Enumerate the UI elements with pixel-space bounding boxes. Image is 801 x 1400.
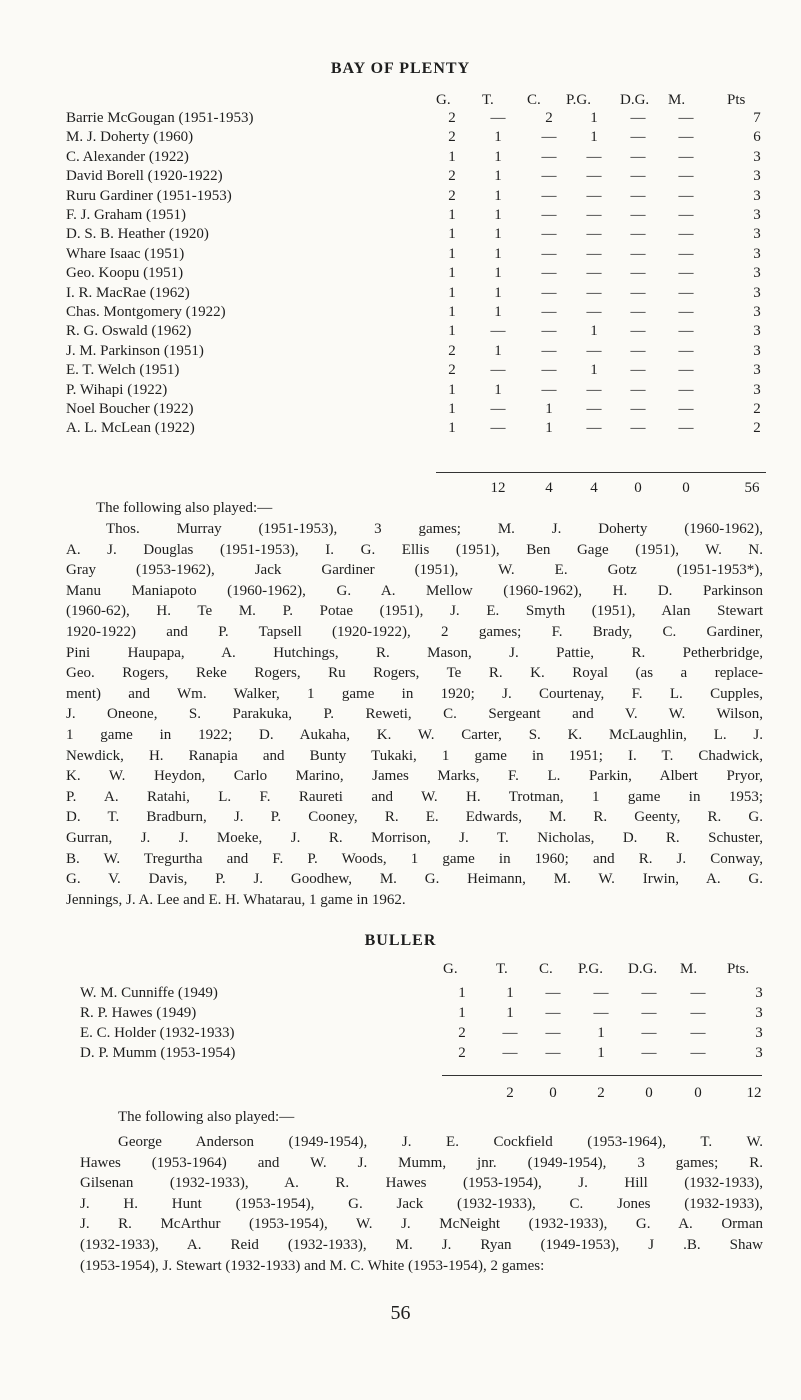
header-penalty-goals: P.G. — [566, 92, 592, 108]
cell-marks: — — [690, 1005, 706, 1021]
cell-games: 1 — [448, 207, 456, 223]
cell-games: 2 — [448, 110, 456, 126]
player-name: Geo. Koopu (1951) — [66, 265, 184, 282]
cell-points: 3 — [753, 226, 761, 243]
cell-conversions: — — [541, 342, 557, 359]
cell-drop-goals: — — [630, 207, 646, 223]
header-tries: T. — [496, 961, 508, 977]
total-drop-goals: 0 — [645, 1085, 653, 1101]
table-row — [0, 226, 801, 246]
cell-games: 1 — [448, 284, 456, 301]
cell-conversions: — — [541, 265, 557, 282]
header-points: Pts. — [727, 961, 750, 977]
cell-marks: — — [678, 265, 694, 282]
cell-marks: — — [678, 304, 694, 320]
cell-penalty-goals: 1 — [597, 1025, 605, 1041]
table-row — [0, 382, 801, 402]
paragraph-line: Manu Maniapoto (1960-1962), G. A. Mellow (1960-1962), H. D. Parkinson — [66, 582, 763, 599]
paragraph-line: 1920-1922) and P. Tapsell (1920-1922), 2 games; F. Brady, C. Gardiner, — [66, 623, 763, 640]
total-conversions: 4 — [545, 480, 553, 496]
cell-points: 3 — [753, 168, 761, 185]
cell-points: 3 — [753, 265, 761, 282]
cell-penalty-goals: 1 — [590, 323, 598, 340]
cell-marks: — — [678, 148, 694, 165]
table-row — [0, 362, 801, 382]
cell-games: 2 — [448, 129, 456, 146]
cell-games: 1 — [448, 304, 456, 320]
table-row — [0, 1045, 801, 1065]
cell-tries: 1 — [494, 226, 502, 243]
player-name: A. L. McLean (1922) — [66, 420, 195, 437]
table-row — [0, 323, 801, 343]
player-name: Whare Isaac (1951) — [66, 245, 185, 262]
paragraph-line: G. V. Davis, P. J. Goodhew, M. G. Heimann, M. W. Irwin, A. G. — [66, 871, 763, 888]
table-row — [0, 304, 801, 324]
cell-conversions: — — [541, 284, 557, 301]
cell-penalty-goals: 1 — [597, 1045, 605, 1061]
cell-points: 7 — [753, 110, 761, 126]
cell-games: 1 — [448, 148, 456, 165]
cell-marks: — — [678, 226, 694, 243]
cell-tries: 1 — [494, 168, 502, 185]
header-drop-goals: D.G. — [620, 92, 650, 108]
cell-drop-goals: — — [630, 265, 646, 282]
cell-drop-goals: — — [630, 129, 646, 146]
header-penalty-goals: P.G. — [578, 961, 604, 977]
total-tries: 12 — [490, 480, 506, 496]
cell-points: 3 — [753, 323, 761, 340]
section-title-buller: BULLER — [364, 932, 437, 949]
paragraph-line: P. A. Ratahi, L. F. Raureti and W. H. Trotman, 1 game in 1953; — [66, 788, 763, 805]
cell-penalty-goals: 1 — [590, 110, 598, 126]
player-name: D. P. Mumm (1953-1954) — [80, 1045, 236, 1061]
cell-conversions: — — [545, 1025, 561, 1041]
cell-tries: — — [490, 362, 506, 379]
cell-marks: — — [678, 110, 694, 126]
paragraph-line: Pini Haupapa, A. Hutchings, R. Mason, J. Pattie, R. Petherbridge, — [66, 644, 763, 661]
cell-points: 3 — [755, 1045, 763, 1061]
player-name: D. S. B. Heather (1920) — [66, 226, 209, 243]
cell-drop-goals: — — [630, 420, 646, 437]
table-row — [0, 168, 801, 188]
cell-points: 3 — [755, 985, 763, 1001]
cell-drop-goals: — — [630, 168, 646, 185]
buller-total-rule — [442, 1075, 762, 1076]
cell-drop-goals: — — [630, 304, 646, 320]
table-row — [0, 285, 801, 305]
cell-points: 3 — [753, 187, 761, 204]
table-row — [0, 401, 801, 421]
cell-tries: 1 — [506, 985, 514, 1001]
paragraph-line: K. W. Heydon, Carlo Marino, James Marks, F. L. Parkin, Albert Pryor, — [66, 768, 763, 785]
cell-games: 1 — [448, 401, 456, 417]
buller-also-played-heading: The following also played:— — [118, 1109, 295, 1125]
cell-marks: — — [678, 187, 694, 204]
cell-points: 3 — [753, 304, 761, 320]
cell-penalty-goals: 1 — [590, 129, 598, 146]
header-tries: T. — [482, 92, 494, 108]
header-games: G. — [436, 92, 451, 108]
player-name: E. C. Holder (1932-1933) — [80, 1025, 235, 1041]
header-drop-goals: D.G. — [628, 961, 658, 977]
cell-conversions: — — [541, 381, 557, 398]
cell-drop-goals: — — [630, 226, 646, 243]
cell-conversions: 1 — [545, 401, 553, 417]
header-marks: M. — [668, 92, 686, 108]
player-name: J. M. Parkinson (1951) — [66, 342, 204, 359]
cell-games: 2 — [458, 1045, 466, 1061]
cell-drop-goals: — — [630, 284, 646, 301]
cell-marks: — — [690, 1025, 706, 1041]
cell-tries: 1 — [494, 342, 502, 359]
paragraph-line: 1 game in 1922; D. Aukaha, K. W. Carter, S. K. McLaughlin, L. J. — [66, 726, 763, 743]
paragraph-line: Thos. Murray (1951-1953), 3 games; M. J. Doherty (1960-1962), — [106, 521, 763, 537]
header-marks: M. — [680, 961, 698, 977]
player-name: M. J. Doherty (1960) — [66, 129, 194, 146]
table-row — [0, 149, 801, 169]
cell-tries: 1 — [506, 1005, 514, 1021]
cell-tries: 1 — [494, 129, 502, 146]
cell-marks: — — [690, 985, 706, 1001]
table-row — [0, 129, 801, 149]
cell-drop-goals: — — [630, 401, 646, 417]
cell-penalty-goals: — — [593, 985, 609, 1001]
total-penalty-goals: 2 — [597, 1085, 605, 1101]
cell-games: 1 — [458, 1005, 466, 1021]
cell-games: 1 — [458, 985, 466, 1001]
paragraph-line: J. H. Hunt (1953-1954), G. Jack (1932-1933), C. Jones (1932-1933), — [80, 1195, 763, 1212]
cell-points: 3 — [755, 1025, 763, 1041]
paragraph-line: (1953-1954), J. Stewart (1932-1933) and M. C. White (1953-1954), 2 games: — [80, 1257, 545, 1274]
cell-penalty-goals: — — [586, 265, 602, 282]
bop-also-played-heading: The following also played:— — [96, 500, 273, 516]
bop-total-rule — [436, 472, 766, 473]
cell-conversions: — — [541, 226, 557, 243]
paragraph-line: Gray (1953-1962), Jack Gardiner (1951), W. E. Gotz (1951-1953*), — [66, 562, 763, 579]
cell-games: 2 — [448, 342, 456, 359]
cell-drop-goals: — — [630, 323, 646, 340]
cell-tries: 1 — [494, 381, 502, 398]
cell-conversions: — — [541, 323, 557, 340]
cell-conversions: — — [541, 129, 557, 146]
bop-totals-row — [0, 480, 801, 500]
cell-tries: 1 — [494, 284, 502, 301]
cell-points: 2 — [753, 401, 761, 417]
total-marks: 0 — [694, 1085, 702, 1101]
header-conversions: C. — [527, 92, 541, 108]
cell-tries: — — [490, 420, 506, 437]
cell-tries: — — [502, 1025, 518, 1041]
cell-games: 1 — [448, 265, 456, 282]
cell-conversions: — — [541, 304, 557, 320]
cell-conversions: — — [545, 985, 561, 1001]
paragraph-line: Geo. Rogers, Reke Rogers, Ru Rogers, Te R. K. Royal (as a replace- — [66, 665, 763, 682]
paragraph-line: Gilsenan (1932-1933), A. R. Hawes (1953-1954), J. Hill (1932-1933), — [80, 1175, 763, 1192]
table-row — [0, 1005, 801, 1025]
cell-drop-goals: — — [630, 362, 646, 379]
cell-points: 2 — [753, 420, 761, 437]
paragraph-line: Hawes (1953-1964) and W. J. Mumm, jnr. (1949-1954), 3 games; R. — [80, 1154, 763, 1171]
cell-tries: — — [502, 1045, 518, 1061]
cell-marks: — — [678, 129, 694, 146]
cell-games: 2 — [448, 168, 456, 185]
cell-drop-goals: — — [630, 187, 646, 204]
cell-drop-goals: — — [630, 381, 646, 398]
page-number: 56 — [390, 1302, 411, 1324]
paragraph-line: Gurran, J. J. Moeke, J. R. Morrison, J. T. Nicholas, D. R. Schuster, — [66, 829, 763, 846]
cell-points: 3 — [755, 1005, 763, 1021]
paragraph-line: George Anderson (1949-1954), J. E. Cockfield (1953-1964), T. W. — [118, 1134, 763, 1150]
paragraph-line: A. J. Douglas (1951-1953), I. G. Ellis (1951), Ben Gage (1951), W. N. — [66, 541, 763, 558]
total-points: 12 — [746, 1085, 762, 1101]
cell-points: 3 — [753, 148, 761, 165]
cell-conversions: 2 — [545, 110, 553, 126]
cell-tries: 1 — [494, 265, 502, 282]
cell-penalty-goals: — — [586, 207, 602, 223]
cell-penalty-goals: — — [586, 401, 602, 417]
cell-conversions: 1 — [545, 420, 553, 437]
player-name: David Borell (1920-1922) — [66, 168, 223, 185]
cell-penalty-goals: — — [586, 245, 602, 262]
player-name: C. Alexander (1922) — [66, 148, 189, 165]
player-name: F. J. Graham (1951) — [66, 207, 187, 223]
cell-games: 1 — [448, 245, 456, 262]
paragraph-line: (1932-1933), A. Reid (1932-1933), M. J. Ryan (1949-1953), J .B. Shaw — [80, 1236, 763, 1253]
cell-marks: — — [678, 342, 694, 359]
header-points: Pts — [727, 92, 746, 108]
bop-also-played-text — [66, 519, 763, 910]
cell-conversions: — — [541, 168, 557, 185]
cell-points: 3 — [753, 362, 761, 379]
player-name: P. Wihapi (1922) — [66, 381, 168, 398]
paragraph-line: D. T. Bradburn, J. P. Cooney, R. E. Edwards, M. R. Geenty, R. G. — [66, 809, 763, 826]
total-points: 56 — [744, 480, 760, 496]
player-name: Ruru Gardiner (1951-1953) — [66, 187, 232, 204]
table-row — [0, 207, 801, 227]
cell-marks: — — [678, 284, 694, 301]
cell-marks: — — [678, 245, 694, 262]
table-row — [0, 265, 801, 285]
cell-marks: — — [678, 207, 694, 223]
cell-penalty-goals: — — [586, 148, 602, 165]
section-title-bay-of-plenty: BAY OF PLENTY — [330, 60, 471, 77]
cell-points: 3 — [753, 245, 761, 262]
total-conversions: 0 — [549, 1085, 557, 1101]
cell-penalty-goals: — — [586, 284, 602, 301]
cell-points: 3 — [753, 207, 761, 223]
player-name: R. G. Oswald (1962) — [66, 323, 192, 340]
cell-conversions: — — [541, 148, 557, 165]
cell-marks: — — [690, 1045, 706, 1061]
cell-points: 3 — [753, 284, 761, 301]
table-row — [0, 343, 801, 363]
cell-tries: 1 — [494, 207, 502, 223]
cell-games: 2 — [448, 187, 456, 204]
cell-conversions: — — [541, 362, 557, 379]
total-tries: 2 — [506, 1085, 514, 1101]
header-games: G. — [443, 961, 458, 977]
cell-penalty-goals: — — [586, 187, 602, 204]
total-marks: 0 — [682, 480, 690, 496]
paragraph-line: ment) and Wm. Walker, 1 game in 1920; J. Courtenay, F. L. Cupples, — [66, 685, 763, 702]
cell-games: 1 — [448, 420, 456, 437]
paragraph-line: Newdick, H. Ranapia and Bunty Tukaki, 1 game in 1951; I. T. Chadwick, — [66, 747, 763, 764]
total-penalty-goals: 4 — [590, 480, 598, 496]
paragraph-line: B. W. Tregurtha and F. P. Woods, 1 game in 1960; and R. J. Conway, — [66, 850, 763, 867]
cell-games: 1 — [448, 381, 456, 398]
cell-marks: — — [678, 362, 694, 379]
cell-games: 1 — [448, 323, 456, 340]
header-conversions: C. — [539, 961, 553, 977]
player-name: E. T. Welch (1951) — [66, 362, 180, 379]
player-name: R. P. Hawes (1949) — [80, 1005, 197, 1021]
cell-penalty-goals: — — [586, 420, 602, 437]
cell-penalty-goals: — — [586, 304, 602, 320]
cell-conversions: — — [541, 187, 557, 204]
cell-tries: 1 — [494, 148, 502, 165]
cell-penalty-goals: — — [586, 168, 602, 185]
cell-penalty-goals: — — [586, 226, 602, 243]
paragraph-line: Jennings, J. A. Lee and E. H. Whatarau, 1 game in 1962. — [66, 891, 406, 908]
cell-tries: 1 — [494, 245, 502, 262]
cell-games: 2 — [458, 1025, 466, 1041]
total-drop-goals: 0 — [634, 480, 642, 496]
cell-marks: — — [678, 168, 694, 185]
cell-drop-goals: — — [630, 245, 646, 262]
paragraph-line: J. Oneone, S. Parakuka, P. Reweti, C. Sergeant and V. W. Wilson, — [66, 706, 763, 723]
cell-conversions: — — [541, 245, 557, 262]
cell-penalty-goals: — — [586, 342, 602, 359]
cell-conversions: — — [545, 1045, 561, 1061]
buller-totals-row — [0, 1085, 801, 1105]
player-name: I. R. MacRae (1962) — [66, 284, 190, 301]
player-name: Noel Boucher (1922) — [66, 401, 194, 417]
player-name: Barrie McGougan (1951-1953) — [66, 110, 254, 126]
cell-drop-goals: — — [630, 148, 646, 165]
cell-points: 6 — [753, 129, 761, 146]
cell-tries: 1 — [494, 304, 502, 320]
cell-penalty-goals: 1 — [590, 362, 598, 379]
cell-tries: — — [490, 401, 506, 417]
cell-drop-goals: — — [641, 985, 657, 1001]
player-name: Chas. Montgomery (1922) — [66, 304, 226, 320]
cell-marks: — — [678, 420, 694, 437]
cell-tries: — — [490, 323, 506, 340]
table-row — [0, 246, 801, 266]
buller-also-played-text — [80, 1132, 763, 1276]
cell-penalty-goals: — — [593, 1005, 609, 1021]
cell-games: 2 — [448, 362, 456, 379]
table-row — [0, 110, 801, 130]
cell-games: 1 — [448, 226, 456, 243]
cell-marks: — — [678, 323, 694, 340]
cell-penalty-goals: — — [586, 381, 602, 398]
cell-points: 3 — [753, 342, 761, 359]
cell-drop-goals: — — [630, 342, 646, 359]
paragraph-line: J. R. McArthur (1953-1954), W. J. McNeight (1932-1933), G. A. Orman — [80, 1216, 763, 1233]
table-row — [0, 188, 801, 208]
cell-drop-goals: — — [641, 1045, 657, 1061]
table-row — [0, 985, 801, 1005]
cell-tries: — — [490, 110, 506, 126]
cell-drop-goals: — — [641, 1005, 657, 1021]
cell-tries: 1 — [494, 187, 502, 204]
cell-points: 3 — [753, 381, 761, 398]
cell-conversions: — — [541, 207, 557, 223]
cell-marks: — — [678, 401, 694, 417]
table-row — [0, 1025, 801, 1045]
table-row — [0, 420, 801, 440]
cell-drop-goals: — — [630, 110, 646, 126]
paragraph-line: (1960-62), H. Te M. P. Potae (1951), J. E. Smyth (1951), Alan Stewart — [66, 603, 763, 620]
cell-drop-goals: — — [641, 1025, 657, 1041]
cell-conversions: — — [545, 1005, 561, 1021]
player-name: W. M. Cunniffe (1949) — [80, 985, 218, 1001]
cell-marks: — — [678, 381, 694, 398]
